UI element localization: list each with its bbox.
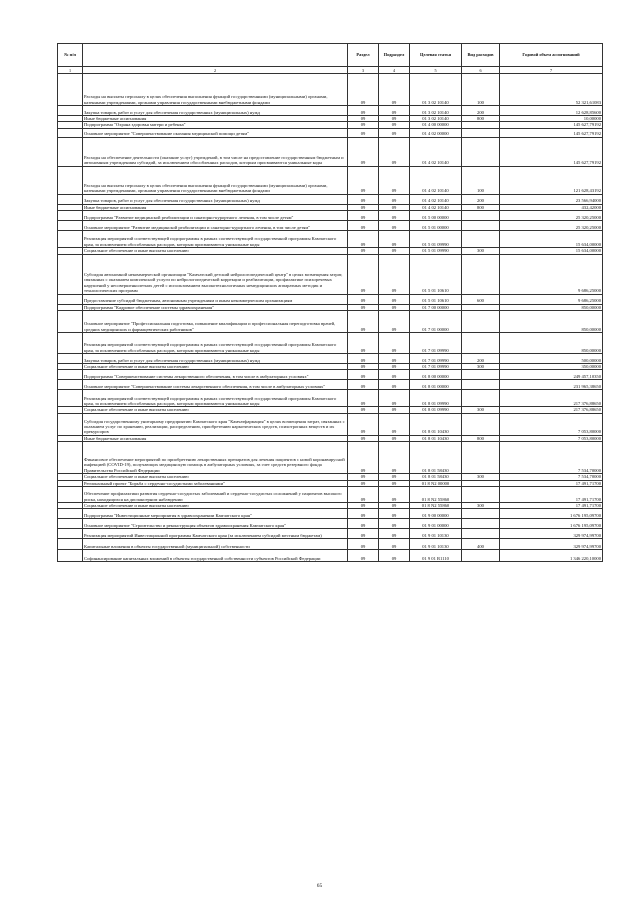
table-cell-subsection: 09 xyxy=(379,509,410,519)
table-cell-subsection: 09 xyxy=(379,304,410,310)
table-cell-name: Иные бюджетные ассигнования xyxy=(83,204,348,210)
table-cell-name: Социальное обеспечение и иные выплаты населению xyxy=(83,474,348,480)
table-cell-type xyxy=(462,550,500,562)
table-cell-subsection: 09 xyxy=(379,204,410,210)
table-row xyxy=(58,370,603,380)
table-row xyxy=(58,380,603,390)
table-cell-subsection: 09 xyxy=(379,122,410,128)
table-cell-num xyxy=(58,231,83,248)
table-cell-section: 09 xyxy=(348,529,379,539)
table-cell-target: 01 8 N2 55860 xyxy=(410,503,462,509)
table-cell-section: 09 xyxy=(348,539,379,550)
table-cell-section: 09 xyxy=(348,354,379,364)
table-cell-type xyxy=(462,311,500,333)
table-cell-section: 09 xyxy=(348,370,379,380)
table-cell-type xyxy=(462,231,500,248)
table-cell-target: 01 8 01 09990 xyxy=(410,390,462,407)
table-cell-type xyxy=(462,254,500,294)
page-number: 65 xyxy=(316,883,323,889)
table-cell-section: 09 xyxy=(348,550,379,562)
table-cell-num xyxy=(58,442,83,474)
table-row xyxy=(58,221,603,231)
header-row xyxy=(58,44,603,67)
table-cell-subsection: 09 xyxy=(379,474,410,480)
table-cell-type: 200 xyxy=(462,354,500,364)
header-subsection: Подраздел xyxy=(379,44,410,67)
table-cell-target: 01 5 01 10610 xyxy=(410,254,462,294)
table-cell-amount: 1 676 195,09700 xyxy=(500,509,603,519)
table-row xyxy=(58,529,603,539)
table-cell-num xyxy=(58,519,83,529)
table-cell-name: Капитальные вложения в объекты государственной (муниципальной) собственности xyxy=(83,539,348,550)
table-cell-amount: 432,42000 xyxy=(500,204,603,210)
table-cell-subsection: 09 xyxy=(379,480,410,486)
table-cell-name: Социальное обеспечение и иные выплаты населению xyxy=(83,503,348,509)
table-cell-amount: 10,00000 xyxy=(500,116,603,122)
header-num: № п/п xyxy=(58,44,83,67)
table-row xyxy=(58,509,603,519)
table-cell-num xyxy=(58,294,83,304)
table-cell-name: Иные бюджетные ассигнования xyxy=(83,116,348,122)
table-cell-target: 01 7 01 09990 xyxy=(410,354,462,364)
table-row xyxy=(58,106,603,116)
table-cell-section: 09 xyxy=(348,364,379,370)
table-cell-section: 09 xyxy=(348,106,379,116)
table-cell-subsection: 09 xyxy=(379,137,410,166)
table-cell-name: Закупка товаров, работ и услуг для обеспечения государственных (муниципальных) нужд xyxy=(83,354,348,364)
table-cell-target: 01 8 01 58430 xyxy=(410,474,462,480)
table-cell-type xyxy=(462,211,500,221)
table-cell-name: Подпрограмма "Кадровое обеспечение системы здравоохранения" xyxy=(83,304,348,310)
table-cell-subsection: 09 xyxy=(379,231,410,248)
table-row xyxy=(58,311,603,333)
table-cell-amount: 15 634,00000 xyxy=(500,231,603,248)
table-cell-amount: 217 376,88650 xyxy=(500,407,603,413)
table-cell-num xyxy=(58,128,83,137)
table-cell-target: 01 3 02 10140 xyxy=(410,116,462,122)
table-cell-amount: 25 320,25000 xyxy=(500,211,603,221)
table-cell-num xyxy=(58,370,83,380)
table-cell-subsection: 09 xyxy=(379,487,410,503)
table-cell-amount: 329 974,99700 xyxy=(500,529,603,539)
table-row xyxy=(58,487,603,503)
table-cell-amount: 17 491,71700 xyxy=(500,503,603,509)
table-row xyxy=(58,137,603,166)
table-cell-target: 01 7 01 09990 xyxy=(410,364,462,370)
table-cell-amount: 145 627,79192 xyxy=(500,122,603,128)
table-row xyxy=(58,390,603,407)
table-cell-amount: 329 974,99700 xyxy=(500,539,603,550)
table-cell-section: 09 xyxy=(348,122,379,128)
table-cell-amount: 9 686,25000 xyxy=(500,294,603,304)
table-cell-subsection: 09 xyxy=(379,370,410,380)
table-cell-target: 01 5 01 09990 xyxy=(410,231,462,248)
column-number: 7 xyxy=(500,67,603,74)
table-row xyxy=(58,519,603,529)
table-cell-target: 01 8 01 58430 xyxy=(410,442,462,474)
table-cell-amount: 121 628,43192 xyxy=(500,166,603,194)
table-cell-subsection: 09 xyxy=(379,380,410,390)
table-cell-target: 01 8 N2 55860 xyxy=(410,487,462,503)
table-row xyxy=(58,254,603,294)
table-cell-num xyxy=(58,354,83,364)
table-cell-target: 01 7 01 09990 xyxy=(410,333,462,354)
table-cell-type: 800 xyxy=(462,435,500,441)
table-cell-section: 09 xyxy=(348,137,379,166)
table-cell-subsection: 09 xyxy=(379,294,410,304)
column-number: 6 xyxy=(462,67,500,74)
column-number: 5 xyxy=(410,67,462,74)
table-cell-amount: 850,00000 xyxy=(500,304,603,310)
table-cell-amount: 17 491,71700 xyxy=(500,487,603,503)
table-cell-num xyxy=(58,413,83,435)
table-cell-subsection: 09 xyxy=(379,435,410,441)
table-cell-target: 01 5 01 00000 xyxy=(410,221,462,231)
table-cell-section: 09 xyxy=(348,333,379,354)
table-cell-section: 09 xyxy=(348,503,379,509)
table-cell-target: 01 8 01 00000 xyxy=(410,380,462,390)
table-cell-subsection: 09 xyxy=(379,116,410,122)
table-cell-num xyxy=(58,221,83,231)
table-cell-subsection: 09 xyxy=(379,539,410,550)
table-cell-section: 09 xyxy=(348,311,379,333)
table-cell-section: 09 xyxy=(348,254,379,294)
table-cell-target: 01 7 01 00000 xyxy=(410,311,462,333)
table-cell-type xyxy=(462,370,500,380)
table-cell-num xyxy=(58,211,83,221)
table-row xyxy=(58,442,603,474)
table-cell-target: 01 4 00 00000 xyxy=(410,122,462,128)
table-cell-target: 01 7 00 00000 xyxy=(410,304,462,310)
table-cell-section: 09 xyxy=(348,294,379,304)
table-cell-num xyxy=(58,550,83,562)
table-cell-section: 09 xyxy=(348,74,379,106)
table-cell-target: 01 5 01 09990 xyxy=(410,248,462,254)
table-cell-name: Предоставление субсидий бюджетным, автономным учреждениям и иным некоммерческим организациям xyxy=(83,294,348,304)
header-exp-type: Вид расходов xyxy=(462,44,500,67)
table-cell-amount: 15 634,00000 xyxy=(500,248,603,254)
table-cell-name: Основное мероприятие "Профессиональная подготовка, повышение квалификации и профессиональная переподготовка врачей, средних медицинских и фармацевтических работников" xyxy=(83,311,348,333)
table-cell-subsection: 09 xyxy=(379,413,410,435)
table-cell-type: 300 xyxy=(462,364,500,370)
table-cell-target: 01 9 01 00000 xyxy=(410,519,462,529)
table-cell-amount: 1 676 195,09700 xyxy=(500,519,603,529)
table-cell-subsection: 09 xyxy=(379,354,410,364)
table-cell-amount: 7 534,70000 xyxy=(500,474,603,480)
table-cell-num xyxy=(58,333,83,354)
table-cell-amount: 17 491,71700 xyxy=(500,480,603,486)
table-row xyxy=(58,74,603,106)
table-row xyxy=(58,333,603,354)
table-cell-amount: 12 628,85600 xyxy=(500,106,603,116)
table-cell-name: Подпрограмма "Совершенствование системы лекарственного обеспечения, в том числе в амбулаторных условиях" xyxy=(83,370,348,380)
table-cell-name: Расходы на выплаты персоналу в целях обеспечения выполнения функций государственными (муниципальными) органами, казенными учреждениями, органами управления государственными внебюджетными фондами xyxy=(83,74,348,106)
table-cell-target: 01 5 01 10610 xyxy=(410,294,462,304)
table-row xyxy=(58,539,603,550)
table-cell-section: 09 xyxy=(348,480,379,486)
table-cell-target: 01 4 02 10140 xyxy=(410,204,462,210)
table-cell-name: Социальное обеспечение и иные выплаты населению xyxy=(83,407,348,413)
table-cell-type: 300 xyxy=(462,503,500,509)
table-cell-type xyxy=(462,487,500,503)
table-row xyxy=(58,413,603,435)
table-cell-name: Закупка товаров, работ и услуг для обеспечения государственных (муниципальных) нужд xyxy=(83,194,348,204)
table-cell-type xyxy=(462,221,500,231)
table-cell-amount: 9 686,25000 xyxy=(500,254,603,294)
table-cell-type xyxy=(462,529,500,539)
table-cell-type: 100 xyxy=(462,166,500,194)
table-cell-num xyxy=(58,194,83,204)
table-cell-name: Основное мероприятие "Строительство и реконструкция объектов здравоохранения Камчатского края" xyxy=(83,519,348,529)
table-cell-amount: 217 376,88650 xyxy=(500,390,603,407)
table-cell-amount: 7 053,80000 xyxy=(500,435,603,441)
table-cell-type xyxy=(462,333,500,354)
table-cell-subsection: 09 xyxy=(379,390,410,407)
table-cell-section: 09 xyxy=(348,248,379,254)
table-cell-name: Субсидия государственному унитарному предприятию Камчатского края "Камчатфармация" в целях возмещения затрат, связанных с оказанием услуг по хранению, реализации, распределению, приобретению наркотических средств, психотропных веществ и их прекурсоров xyxy=(83,413,348,435)
table-cell-subsection: 09 xyxy=(379,519,410,529)
table-cell-section: 09 xyxy=(348,194,379,204)
table-cell-target: 01 9 01 10130 xyxy=(410,539,462,550)
table-cell-name: Основное мероприятие "Совершенствование системы лекарственного обеспечения, в том числе в амбулаторных условиях" xyxy=(83,380,348,390)
table-cell-type xyxy=(462,442,500,474)
table-cell-section: 09 xyxy=(348,204,379,210)
table-cell-type: 100 xyxy=(462,74,500,106)
table-cell-target: 01 8 01 09990 xyxy=(410,407,462,413)
header-amount: Годовой объем ассигнований xyxy=(500,44,603,67)
table-cell-num xyxy=(58,529,83,539)
table-cell-subsection: 09 xyxy=(379,128,410,137)
table-cell-subsection: 09 xyxy=(379,364,410,370)
table-cell-name: Реализация мероприятий соответствующей подпрограммы в рамках соответствующей государственной программы Камчатского края, за исключением обособленных расходов, которым присваиваются уникальные коды xyxy=(83,231,348,248)
table-cell-num xyxy=(58,166,83,194)
table-row xyxy=(58,354,603,364)
table-cell-target: 01 8 00 00000 xyxy=(410,370,462,380)
header-section: Раздел xyxy=(348,44,379,67)
table-cell-section: 09 xyxy=(348,474,379,480)
table-cell-section: 09 xyxy=(348,166,379,194)
table-cell-section: 09 xyxy=(348,221,379,231)
table-cell-name: Расходы на выплаты персоналу в целях обеспечения выполнения функций государственными (муниципальными) органами, казенными учреждениями, органами управления государственными внебюджетными фондами xyxy=(83,166,348,194)
budget-table xyxy=(57,43,603,562)
table-cell-type: 800 xyxy=(462,204,500,210)
table-cell-type: 600 xyxy=(462,294,500,304)
table-cell-subsection: 09 xyxy=(379,442,410,474)
table-cell-section: 09 xyxy=(348,487,379,503)
table-cell-subsection: 09 xyxy=(379,550,410,562)
table-cell-subsection: 09 xyxy=(379,248,410,254)
table-cell-type: 300 xyxy=(462,248,500,254)
table-cell-name: Социальное обеспечение и иные выплаты населению xyxy=(83,364,348,370)
table-cell-type: 800 xyxy=(462,116,500,122)
table-row xyxy=(58,550,603,562)
table-cell-name: Основное мероприятие "Совершенствование оказания медицинской помощи детям" xyxy=(83,128,348,137)
table-cell-num xyxy=(58,311,83,333)
table-cell-type xyxy=(462,390,500,407)
table-row xyxy=(58,231,603,248)
table-cell-target: 01 3 02 10140 xyxy=(410,74,462,106)
table-cell-target: 01 9 01 R1110 xyxy=(410,550,462,562)
table-cell-name: Финансовое обеспечение мероприятий по приобретению лекарственных препаратов для лечения пациентов с новой коронавирусной инфекцией (COVID-19), получающих медицинскую помощь в амбулаторных условиях, за счет средств резервного фонда Правительства Российской Федерации xyxy=(83,442,348,474)
table-cell-amount: 1 346 220,10000 xyxy=(500,550,603,562)
table-cell-section: 09 xyxy=(348,211,379,221)
table-cell-name: Расходы на обеспечение деятельности (оказание услуг) учреждений, в том числе на предоставление государственным бюджетным и автономным учреждениям субсидий, за исключением обособленных расходов, которым присваиваются уникальные коды xyxy=(83,137,348,166)
table-cell-name: Подпрограмма "Инвестиционные мероприятия в здравоохранении Камчатского края" xyxy=(83,509,348,519)
table-row xyxy=(58,211,603,221)
table-cell-section: 09 xyxy=(348,413,379,435)
table-cell-amount: 231 965,38650 xyxy=(500,380,603,390)
table-body xyxy=(58,74,603,562)
table-cell-target: 01 8 01 10430 xyxy=(410,435,462,441)
table-cell-subsection: 09 xyxy=(379,166,410,194)
table-cell-subsection: 09 xyxy=(379,407,410,413)
table-cell-type: 400 xyxy=(462,539,500,550)
table-cell-type xyxy=(462,128,500,137)
column-number-row xyxy=(58,67,603,74)
table-cell-num xyxy=(58,539,83,550)
table-cell-subsection: 09 xyxy=(379,529,410,539)
table-cell-name: Социальное обеспечение и иные выплаты населению xyxy=(83,248,348,254)
table-cell-name: Подпрограмма "Развитие медицинской реабилитации и санаторно-курортного лечения, в том числе детям" xyxy=(83,211,348,221)
table-cell-target: 01 9 01 10130 xyxy=(410,529,462,539)
table-cell-target: 01 9 00 00000 xyxy=(410,509,462,519)
column-number: 3 xyxy=(348,67,379,74)
table-cell-target: 01 3 02 10140 xyxy=(410,106,462,116)
header-target: Целевая статья xyxy=(410,44,462,67)
table-cell-type xyxy=(462,380,500,390)
table-cell-amount: 249 457,10350 xyxy=(500,370,603,380)
table-cell-amount: 7 534,70000 xyxy=(500,442,603,474)
table-cell-type xyxy=(462,137,500,166)
table-cell-num xyxy=(58,74,83,106)
table-cell-section: 09 xyxy=(348,231,379,248)
table-cell-amount: 850,00000 xyxy=(500,311,603,333)
table-cell-amount: 350,00000 xyxy=(500,364,603,370)
table-cell-num xyxy=(58,487,83,503)
column-number: 2 xyxy=(83,67,348,74)
table-row xyxy=(58,294,603,304)
table-cell-amount: 500,00000 xyxy=(500,354,603,364)
table-cell-type xyxy=(462,519,500,529)
table-cell-name: Софинансирование капитальных вложений в объекты государственной собственности субъектов Российской Федерации xyxy=(83,550,348,562)
table-cell-name: Закупка товаров, работ и услуг для обеспечения государственных (муниципальных) нужд xyxy=(83,106,348,116)
table-cell-amount: 850,00000 xyxy=(500,333,603,354)
table-cell-subsection: 09 xyxy=(379,311,410,333)
table-cell-subsection: 09 xyxy=(379,254,410,294)
table-cell-name: Основное мероприятие "Развитие медицинской реабилитации и санаторно-курортного лечения, в том числе детям" xyxy=(83,221,348,231)
table-cell-type: 300 xyxy=(462,474,500,480)
table-cell-section: 09 xyxy=(348,519,379,529)
table-cell-num xyxy=(58,390,83,407)
table-cell-name: Подпрограмма "Охрана здоровья матери и ребенка" xyxy=(83,122,348,128)
table-cell-subsection: 09 xyxy=(379,194,410,204)
table-cell-target: 01 4 02 10140 xyxy=(410,166,462,194)
table-cell-amount: 145 627,79192 xyxy=(500,137,603,166)
table-cell-section: 09 xyxy=(348,304,379,310)
table-cell-subsection: 09 xyxy=(379,503,410,509)
table-cell-target: 01 4 02 00000 xyxy=(410,128,462,137)
table-cell-subsection: 09 xyxy=(379,221,410,231)
table-cell-target: 01 8 01 10430 xyxy=(410,413,462,435)
table-cell-section: 09 xyxy=(348,435,379,441)
table-cell-amount: 23 566,94000 xyxy=(500,194,603,204)
table-cell-name: Иные бюджетные ассигнования xyxy=(83,435,348,441)
table-cell-target: 01 8 N2 00000 xyxy=(410,480,462,486)
table-row xyxy=(58,194,603,204)
table-cell-type: 200 xyxy=(462,194,500,204)
table-cell-amount: 7 053,80000 xyxy=(500,413,603,435)
table-cell-section: 09 xyxy=(348,380,379,390)
table-cell-section: 09 xyxy=(348,442,379,474)
table-cell-target: 01 4 02 10140 xyxy=(410,137,462,166)
table-cell-name: Региональный проект "Борьба с сердечно-сосудистыми заболеваниями" xyxy=(83,480,348,486)
table-cell-num xyxy=(58,509,83,519)
table-cell-subsection: 09 xyxy=(379,74,410,106)
header-name xyxy=(83,44,348,67)
table-cell-name: Реализация мероприятий Инвестиционной программы Камчатского края (за исключением субсидий местным бюджетам) xyxy=(83,529,348,539)
table-cell-subsection: 09 xyxy=(379,106,410,116)
table-cell-section: 09 xyxy=(348,509,379,519)
table-cell-target: 01 4 02 10140 xyxy=(410,194,462,204)
table-cell-name: Субсидия автономной некоммерческой организации "Камчатский детский нейрологопедический центр" в целях возмещения затрат, связанных с оказанием комплексной услуги по нейрологопедической коррекции и реабилитации, профилактике психоречевых нарушений у несовершеннолетних детей с использованием высокотехнологичных немедицинских аппаратных методик и технологических программ xyxy=(83,254,348,294)
table-cell-target: 01 5 00 00000 xyxy=(410,211,462,221)
table-cell-amount: 145 627,79192 xyxy=(500,128,603,137)
table-cell-num xyxy=(58,106,83,116)
table-cell-type: 300 xyxy=(462,407,500,413)
table-cell-subsection: 09 xyxy=(379,211,410,221)
column-number: 1 xyxy=(58,67,83,74)
table-cell-section: 09 xyxy=(348,407,379,413)
table-cell-type: 200 xyxy=(462,106,500,116)
table-cell-num xyxy=(58,137,83,166)
table-cell-subsection: 09 xyxy=(379,333,410,354)
table-cell-section: 09 xyxy=(348,116,379,122)
table-cell-num xyxy=(58,254,83,294)
table-cell-section: 09 xyxy=(348,390,379,407)
table-cell-type xyxy=(462,509,500,519)
table-cell-name: Реализация мероприятий соответствующей подпрограммы в рамках соответствующей государственной программы Камчатского края, за исключением обособленных расходов, которым присваиваются уникальные коды xyxy=(83,390,348,407)
table-cell-type xyxy=(462,413,500,435)
table-cell-name: Обеспечение профилактики развития сердечно-сосудистых заболеваний и сердечно-сосудистых осложнений у пациентов высокого риска, находящихся на диспансерном наблюдении xyxy=(83,487,348,503)
table-cell-section: 09 xyxy=(348,128,379,137)
table-cell-amount: 52 321,61083 xyxy=(500,74,603,106)
table-row xyxy=(58,128,603,137)
table-cell-name: Реализация мероприятий соответствующей подпрограммы в рамках соответствующей государственной программы Камчатского края, за исключением обособленных расходов, которым присваиваются уникальные коды xyxy=(83,333,348,354)
table-row xyxy=(58,166,603,194)
table-cell-amount: 25 320,25000 xyxy=(500,221,603,231)
table-cell-num xyxy=(58,380,83,390)
column-number: 4 xyxy=(379,67,410,74)
